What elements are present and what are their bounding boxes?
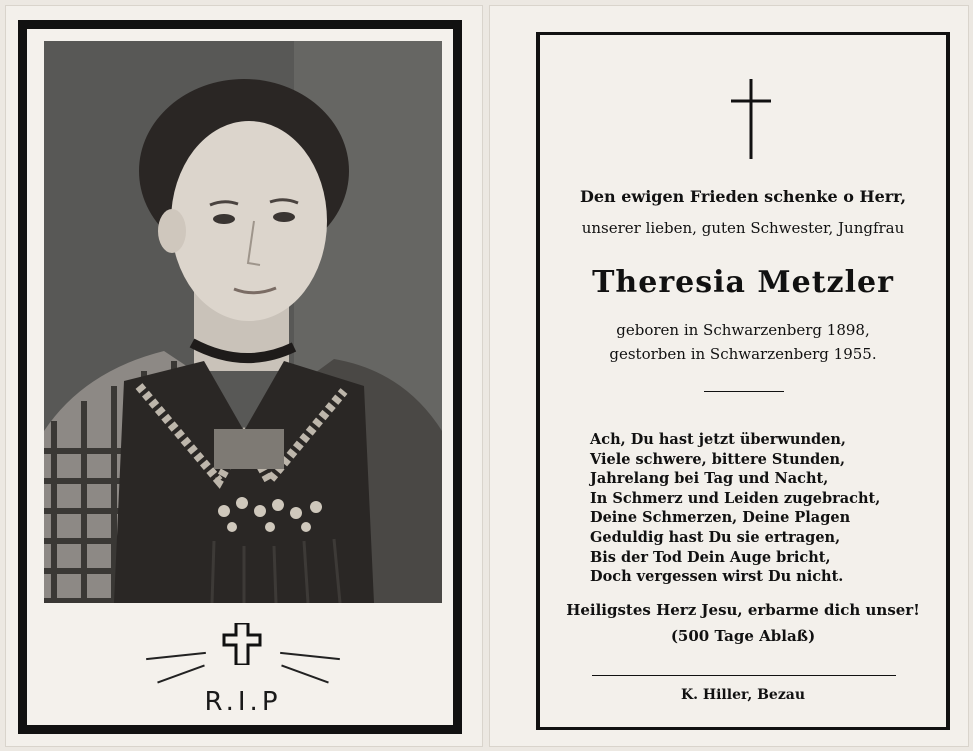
poem-line: Viele schwere, bittere Stunden, (590, 450, 846, 468)
printer-credit: K. Hiller, Bezau (680, 687, 806, 703)
photo-frame-border (18, 20, 462, 734)
text-frame-border (536, 32, 950, 730)
poem-line: Doch vergessen wirst Du nicht. (590, 568, 844, 586)
poem-line: In Schmerz und Leiden zugebracht, (590, 489, 881, 507)
poem-line: Deine Schmerzen, Deine Plagen (590, 509, 851, 527)
portrait-photo (44, 41, 442, 603)
relation-line: unserer lieben, guten Schwester, Jungfrau (581, 219, 905, 237)
death-line: gestorben in Schwarzenberg 1955. (609, 345, 877, 363)
poem-line: Ach, Du hast jetzt überwunden, (590, 431, 846, 448)
deceased-name: Theresia Metzler (592, 265, 894, 300)
memorial-text-card (490, 6, 968, 746)
rip-emblem (44, 615, 442, 725)
divider-short (704, 391, 784, 392)
prayer-opening-line: Den ewigen Frieden schenke o Herr, (579, 187, 907, 206)
sacred-heart-prayer: Heiligstes Herz Jesu, erbarme dich unser! (566, 601, 920, 619)
memorial-photo-card (6, 6, 482, 746)
indulgence-note: (500 Tage Ablaß) (670, 627, 816, 645)
poem-line: Bis der Tod Dein Auge bricht, (590, 548, 831, 566)
memorial-poem (590, 430, 920, 587)
birth-line: geboren in Schwarzenberg 1898, (616, 321, 870, 339)
divider-long (592, 675, 896, 676)
poem-line: Geduldig hast Du sie ertragen, (590, 528, 841, 546)
small-cross-icon (222, 623, 262, 665)
rip-text: R.I.P (204, 687, 282, 717)
poem-line: Jahrelang bei Tag und Nacht, (590, 470, 829, 488)
latin-cross-icon (731, 79, 771, 159)
